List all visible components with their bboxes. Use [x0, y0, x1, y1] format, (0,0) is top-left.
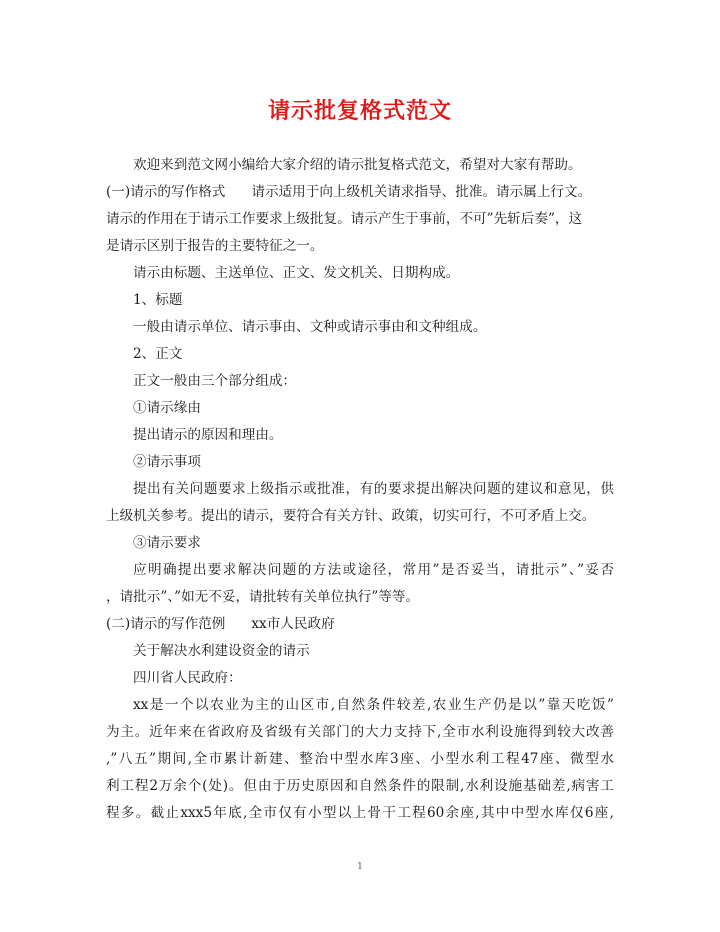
section-two-line	[106, 611, 614, 638]
paragraph-line: 正文一般由三个部分组成：	[133, 373, 297, 389]
document-title: 请示批复格式范文	[267, 99, 452, 124]
section-one-label: (一)请示的写作格式	[106, 184, 226, 200]
paragraph-line: xx是一个以农业为主的山区市,自然条件较差,农业生产仍是以”靠天吃饭”	[133, 697, 614, 713]
document-body	[106, 152, 614, 827]
section-one-line	[106, 179, 614, 206]
paragraph-line: 提出请示的原因和理由。	[133, 427, 283, 443]
paragraph-line: 应明确提出要求解决问题的方法或途径，常用”是否妥当，请批示”、”妥否	[133, 562, 614, 578]
heading-title-section: 1、标题	[133, 292, 183, 308]
section-one-text: 请示适用于向上级机关请求指导、批准。请示属上行文。	[251, 184, 592, 200]
paragraph-line: ,”八五”期间,全市累计新建、整治中型水库3座、小型水利工程47座、微型水	[106, 751, 614, 767]
paragraph-line: 程多。截止xxx5年底,全市仅有小型以上骨干工程60余座,其中中型水库仅6座,	[106, 805, 614, 821]
paragraph-line: 提出有关问题要求上级指示或批准，有的要求提出解决问题的建议和意见，供	[133, 481, 614, 497]
paragraph-line: 上级机关参考。提出的请示，要符合有关方针、政策，切实可行，不可矛盾上交。	[106, 508, 596, 524]
section-two-label: (二)请示的写作范例	[106, 616, 226, 632]
composition-paragraph: 请示由标题、主送单位、正文、发文机关、日期构成。	[133, 265, 460, 281]
paragraph-line: 一般由请示单位、请示事由、文种或请示事由和文种组成。	[133, 319, 487, 335]
paragraph-line: ，请批示”、”如无不妥，请批转有关单位执行”等等。	[106, 589, 420, 605]
example-addressee: 四川省人民政府：	[133, 670, 242, 686]
paragraph-line: 是请示区别于报告的主要特征之一。	[106, 238, 324, 254]
subheading-matters: ②请示事项	[133, 454, 201, 470]
page-number: 1	[357, 862, 363, 872]
paragraph-line: 请示的作用在于请示工作要求上级批复。请示产生于事前，不可”先斩后奏”，这	[106, 211, 583, 227]
section-two-org: xx市人民政府	[251, 616, 335, 632]
paragraph-line: 利工程2万余个(处)。但由于历史原因和自然条件的限制,水利设施基础差,病害工	[106, 778, 614, 794]
heading-body-section: 2、正文	[133, 346, 183, 362]
subheading-requirements: ③请示要求	[133, 535, 201, 551]
example-title: 关于解决水利建设资金的请示	[133, 643, 310, 659]
subheading-reason: ①请示缘由	[133, 400, 201, 416]
paragraph-line: 为主。近年来在省政府及省级有关部门的大力支持下,全市水利设施得到较大改善	[106, 724, 614, 740]
intro-paragraph: 欢迎来到范文网小编给大家介绍的请示批复格式范文，希望对大家有帮助。	[133, 157, 582, 173]
